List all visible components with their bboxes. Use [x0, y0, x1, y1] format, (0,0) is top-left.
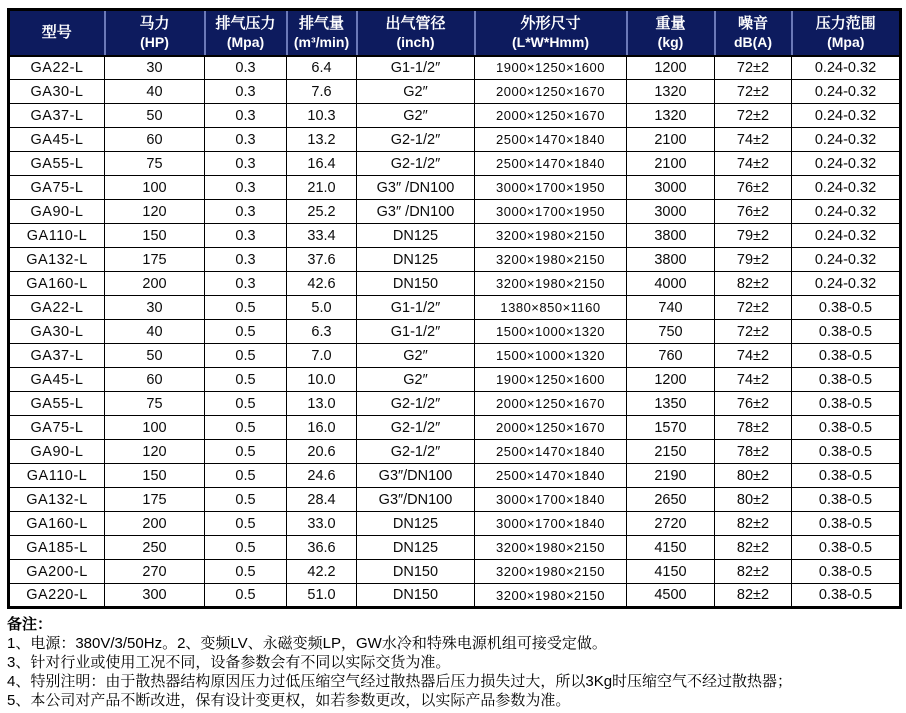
header-row — [9, 10, 901, 56]
table-cell: 42.6 — [287, 272, 357, 296]
table-cell: GA132-L — [9, 488, 105, 512]
table-row — [9, 560, 901, 584]
table-row — [9, 104, 901, 128]
table-cell: 0.5 — [205, 344, 287, 368]
table-cell: 2000×1250×1670 — [475, 104, 627, 128]
table-cell: 0.24-0.32 — [792, 200, 901, 224]
table-row — [9, 488, 901, 512]
table-cell: 0.38-0.5 — [792, 392, 901, 416]
table-cell: 1320 — [627, 80, 715, 104]
table-cell: 3200×1980×2150 — [475, 560, 627, 584]
table-cell: 0.5 — [205, 320, 287, 344]
table-cell: DN125 — [357, 248, 475, 272]
table-cell: 2000×1250×1670 — [475, 80, 627, 104]
table-cell: GA160-L — [9, 512, 105, 536]
table-cell: 0.5 — [205, 296, 287, 320]
table-cell: 0.24-0.32 — [792, 248, 901, 272]
table-cell: 24.6 — [287, 464, 357, 488]
table-cell: 0.38-0.5 — [792, 560, 901, 584]
table-row — [9, 536, 901, 560]
table-cell: 100 — [105, 416, 205, 440]
table-cell: DN150 — [357, 272, 475, 296]
table-cell: 3000×1700×1840 — [475, 488, 627, 512]
table-cell: GA110-L — [9, 224, 105, 248]
table-cell: 0.5 — [205, 416, 287, 440]
table-cell: 1200 — [627, 56, 715, 80]
table-cell: 20.6 — [287, 440, 357, 464]
table-cell: 75 — [105, 392, 205, 416]
table-cell: G1-1/2″ — [357, 56, 475, 80]
table-row — [9, 368, 901, 392]
table-cell: 2500×1470×1840 — [475, 152, 627, 176]
table-cell: 0.5 — [205, 464, 287, 488]
column-header-line1: 重量 — [655, 14, 686, 32]
table-row — [9, 392, 901, 416]
table-cell: 2500×1470×1840 — [475, 440, 627, 464]
table-cell: 40 — [105, 80, 205, 104]
table-cell: 175 — [105, 488, 205, 512]
table-cell: 82±2 — [715, 512, 792, 536]
table-cell: 2720 — [627, 512, 715, 536]
table-cell: 1380×850×1160 — [475, 296, 627, 320]
table-cell: 1200 — [627, 368, 715, 392]
table-cell: G1-1/2″ — [357, 320, 475, 344]
column-header-4 — [357, 10, 475, 56]
table-cell: G3″ /DN100 — [357, 176, 475, 200]
table-cell: DN150 — [357, 584, 475, 608]
table-cell: 2150 — [627, 440, 715, 464]
column-header-line2: (Mpa) — [827, 34, 865, 51]
table-cell: G1-1/2″ — [357, 296, 475, 320]
table-cell: 10.3 — [287, 104, 357, 128]
table-cell: 33.4 — [287, 224, 357, 248]
table-cell: 76±2 — [715, 200, 792, 224]
table-cell: 250 — [105, 536, 205, 560]
table-cell: 72±2 — [715, 56, 792, 80]
column-header-8 — [792, 10, 901, 56]
notes-title: 备注： — [7, 616, 53, 633]
table-cell: 120 — [105, 440, 205, 464]
table-cell: 0.5 — [205, 488, 287, 512]
column-header-line1: 出气管径 — [385, 14, 446, 32]
table-row — [9, 416, 901, 440]
table-cell: 21.0 — [287, 176, 357, 200]
table-cell: 3200×1980×2150 — [475, 272, 627, 296]
table-cell: 82±2 — [715, 536, 792, 560]
table-cell: 79±2 — [715, 248, 792, 272]
notes-section — [7, 615, 899, 710]
table-cell: DN150 — [357, 560, 475, 584]
table-cell: 0.24-0.32 — [792, 272, 901, 296]
table-cell: 100 — [105, 176, 205, 200]
table-cell: 120 — [105, 200, 205, 224]
table-cell: GA75-L — [9, 176, 105, 200]
table-cell: 3200×1980×2150 — [475, 248, 627, 272]
note-item: 3、针对行业或使用工况不同，设备参数会有不同以实际交货为准。 — [7, 654, 451, 671]
table-cell: 0.3 — [205, 224, 287, 248]
table-cell: 60 — [105, 128, 205, 152]
table-cell: 0.38-0.5 — [792, 416, 901, 440]
table-row — [9, 56, 901, 80]
table-cell: 2190 — [627, 464, 715, 488]
notes-list — [7, 634, 899, 710]
table-row — [9, 296, 901, 320]
table-cell: 0.24-0.32 — [792, 128, 901, 152]
table-cell: 270 — [105, 560, 205, 584]
table-cell: 0.24-0.32 — [792, 152, 901, 176]
table-cell: G2″ — [357, 80, 475, 104]
table-cell: 16.4 — [287, 152, 357, 176]
table-cell: GA220-L — [9, 584, 105, 608]
table-cell: 0.38-0.5 — [792, 464, 901, 488]
table-cell: GA30-L — [9, 320, 105, 344]
column-header-7 — [715, 10, 792, 56]
table-cell: GA55-L — [9, 152, 105, 176]
table-cell: G3″ /DN100 — [357, 200, 475, 224]
table-cell: GA75-L — [9, 416, 105, 440]
table-cell: G2-1/2″ — [357, 440, 475, 464]
table-cell: GA200-L — [9, 560, 105, 584]
table-cell: GA132-L — [9, 248, 105, 272]
table-cell: 0.3 — [205, 128, 287, 152]
table-cell: 3000×1700×1950 — [475, 200, 627, 224]
column-header-6 — [627, 10, 715, 56]
table-cell: GA110-L — [9, 464, 105, 488]
table-cell: 0.38-0.5 — [792, 368, 901, 392]
table-cell: 74±2 — [715, 152, 792, 176]
table-row — [9, 128, 901, 152]
table-cell: G2″ — [357, 104, 475, 128]
table-cell: 0.3 — [205, 176, 287, 200]
column-header-line2: (inch) — [396, 34, 435, 51]
table-cell: GA37-L — [9, 344, 105, 368]
table-cell: 0.24-0.32 — [792, 176, 901, 200]
table-cell: 175 — [105, 248, 205, 272]
table-cell: 200 — [105, 272, 205, 296]
table-cell: 0.5 — [205, 368, 287, 392]
table-cell: 0.3 — [205, 152, 287, 176]
table-cell: 1900×1250×1600 — [475, 368, 627, 392]
table-cell: 82±2 — [715, 272, 792, 296]
table-cell: 6.4 — [287, 56, 357, 80]
table-row — [9, 176, 901, 200]
table-row — [9, 584, 901, 608]
table-cell: 78±2 — [715, 416, 792, 440]
table-cell: 25.2 — [287, 200, 357, 224]
table-cell: 50 — [105, 344, 205, 368]
table-cell: 76±2 — [715, 176, 792, 200]
table-row — [9, 464, 901, 488]
table-row — [9, 224, 901, 248]
table-cell: 82±2 — [715, 584, 792, 608]
table-cell: GA22-L — [9, 296, 105, 320]
table-cell: 2000×1250×1670 — [475, 416, 627, 440]
table-cell: G3″/DN100 — [357, 464, 475, 488]
table-cell: 72±2 — [715, 80, 792, 104]
table-row — [9, 512, 901, 536]
table-cell: 3000 — [627, 200, 715, 224]
table-cell: 80±2 — [715, 488, 792, 512]
table-cell: 36.6 — [287, 536, 357, 560]
table-cell: 2500×1470×1840 — [475, 464, 627, 488]
table-cell: 0.5 — [205, 536, 287, 560]
table-cell: 0.3 — [205, 104, 287, 128]
column-header-line1: 排气压力 — [215, 14, 276, 32]
note-item: 5、本公司对产品不断改进，保有设计变更权，如若参数更改，以实际产品参数为准。 — [7, 692, 571, 709]
table-cell: 1500×1000×1320 — [475, 344, 627, 368]
table-cell: 3800 — [627, 248, 715, 272]
table-cell: 0.5 — [205, 584, 287, 608]
table-cell: 1570 — [627, 416, 715, 440]
column-header-line1: 噪音 — [737, 14, 768, 32]
note-item: 4、特别注明：由于散热器结构原因压力过低压缩空气经过散热器后压力损失过大，所以3Kg时压缩空气不经过散热器； — [7, 673, 793, 690]
table-cell: 1500×1000×1320 — [475, 320, 627, 344]
table-cell: 10.0 — [287, 368, 357, 392]
table-row — [9, 152, 901, 176]
table-cell: G2-1/2″ — [357, 128, 475, 152]
table-cell: 79±2 — [715, 224, 792, 248]
table-cell: 0.3 — [205, 200, 287, 224]
table-cell: GA55-L — [9, 392, 105, 416]
table-cell: 0.38-0.5 — [792, 512, 901, 536]
table-cell: 72±2 — [715, 296, 792, 320]
column-header-1 — [105, 10, 205, 56]
column-header-5 — [475, 10, 627, 56]
table-cell: 74±2 — [715, 344, 792, 368]
table-row — [9, 320, 901, 344]
table-cell: 3000×1700×1950 — [475, 176, 627, 200]
column-header-3 — [287, 10, 357, 56]
table-cell: 150 — [105, 464, 205, 488]
table-cell: 2650 — [627, 488, 715, 512]
table-cell: 200 — [105, 512, 205, 536]
table-cell: 2100 — [627, 152, 715, 176]
table-cell: 0.3 — [205, 248, 287, 272]
table-cell: 0.38-0.5 — [792, 440, 901, 464]
column-header-line1: 压力范围 — [815, 14, 876, 32]
table-cell: 0.24-0.32 — [792, 80, 901, 104]
table-cell: 76±2 — [715, 392, 792, 416]
table-cell: 42.2 — [287, 560, 357, 584]
column-header-line2: (m³/min) — [293, 34, 350, 51]
column-header-0 — [9, 10, 105, 56]
table-row — [9, 344, 901, 368]
table-cell: 60 — [105, 368, 205, 392]
table-cell: 0.24-0.32 — [792, 104, 901, 128]
column-header-line1: 排气量 — [298, 14, 344, 32]
table-cell: 13.2 — [287, 128, 357, 152]
column-header-2 — [205, 10, 287, 56]
table-cell: G3″/DN100 — [357, 488, 475, 512]
table-cell: 2100 — [627, 128, 715, 152]
table-cell: 0.3 — [205, 80, 287, 104]
table-cell: 760 — [627, 344, 715, 368]
table-cell: 30 — [105, 56, 205, 80]
table-cell: G2″ — [357, 344, 475, 368]
table-cell: 1900×1250×1600 — [475, 56, 627, 80]
table-cell: GA37-L — [9, 104, 105, 128]
table-cell: 3000×1700×1840 — [475, 512, 627, 536]
table-cell: DN125 — [357, 224, 475, 248]
table-row — [9, 272, 901, 296]
column-header-line1: 型号 — [41, 24, 72, 41]
table-cell: 3800 — [627, 224, 715, 248]
table-cell: 7.6 — [287, 80, 357, 104]
table-cell: 2500×1470×1840 — [475, 128, 627, 152]
table-cell: 0.38-0.5 — [792, 488, 901, 512]
table-cell: G2-1/2″ — [357, 152, 475, 176]
table-cell: GA160-L — [9, 272, 105, 296]
table-cell: 4150 — [627, 560, 715, 584]
table-cell: 750 — [627, 320, 715, 344]
table-cell: 1320 — [627, 104, 715, 128]
table-cell: GA22-L — [9, 56, 105, 80]
table-cell: 0.5 — [205, 392, 287, 416]
table-cell: 0.38-0.5 — [792, 584, 901, 608]
table-cell: GA185-L — [9, 536, 105, 560]
table-row — [9, 80, 901, 104]
table-cell: 40 — [105, 320, 205, 344]
table-cell: 2000×1250×1670 — [475, 392, 627, 416]
table-body — [9, 56, 901, 608]
table-cell: 0.24-0.32 — [792, 224, 901, 248]
table-cell: 72±2 — [715, 320, 792, 344]
table-cell: 0.38-0.5 — [792, 536, 901, 560]
table-cell: 75 — [105, 152, 205, 176]
table-cell: G2″ — [357, 368, 475, 392]
column-header-line2: (HP) — [140, 34, 169, 51]
table-cell: 82±2 — [715, 560, 792, 584]
table-row — [9, 440, 901, 464]
table-cell: G2-1/2″ — [357, 392, 475, 416]
column-header-line2: dB(A) — [733, 34, 773, 51]
table-cell: 37.6 — [287, 248, 357, 272]
table-cell: 74±2 — [715, 368, 792, 392]
table-cell: 0.3 — [205, 272, 287, 296]
table-cell: 74±2 — [715, 128, 792, 152]
note-item: 1、电源：380V/3/50Hz。2、变频LV、永磁变频LP，GW水冷和特殊电源机组可接受定做。 — [7, 635, 607, 652]
table-cell: DN125 — [357, 512, 475, 536]
column-header-line2: (Mpa) — [226, 34, 265, 51]
table-cell: 300 — [105, 584, 205, 608]
column-header-line1: 马力 — [139, 14, 170, 32]
table-cell: 33.0 — [287, 512, 357, 536]
table-cell: G2-1/2″ — [357, 416, 475, 440]
table-cell: 1350 — [627, 392, 715, 416]
table-cell: GA45-L — [9, 368, 105, 392]
table-row — [9, 248, 901, 272]
table-cell: 0.24-0.32 — [792, 56, 901, 80]
table-cell: GA30-L — [9, 80, 105, 104]
table-cell: GA90-L — [9, 200, 105, 224]
table-cell: 0.38-0.5 — [792, 344, 901, 368]
spec-table — [7, 8, 902, 609]
table-cell: 72±2 — [715, 104, 792, 128]
table-cell: 50 — [105, 104, 205, 128]
table-cell: 150 — [105, 224, 205, 248]
table-cell: 51.0 — [287, 584, 357, 608]
column-header-line1: 外形尺寸 — [520, 14, 581, 32]
table-cell: 78±2 — [715, 440, 792, 464]
table-cell: 3200×1980×2150 — [475, 584, 627, 608]
table-cell: 0.38-0.5 — [792, 296, 901, 320]
table-cell: 13.0 — [287, 392, 357, 416]
table-cell: 7.0 — [287, 344, 357, 368]
table-cell: 3200×1980×2150 — [475, 536, 627, 560]
table-cell: GA45-L — [9, 128, 105, 152]
table-cell: 0.5 — [205, 440, 287, 464]
table-cell: 30 — [105, 296, 205, 320]
table-cell: 80±2 — [715, 464, 792, 488]
table-cell: 4000 — [627, 272, 715, 296]
table-cell: DN125 — [357, 536, 475, 560]
table-row — [9, 200, 901, 224]
table-cell: 3000 — [627, 176, 715, 200]
table-cell: 16.0 — [287, 416, 357, 440]
column-header-line2: (L*W*Hmm) — [512, 34, 589, 51]
table-header — [9, 10, 901, 56]
column-header-line2: (kg) — [657, 34, 684, 51]
table-cell: 4150 — [627, 536, 715, 560]
table-cell: 28.4 — [287, 488, 357, 512]
table-cell: 4500 — [627, 584, 715, 608]
table-cell: 5.0 — [287, 296, 357, 320]
table-cell: 3200×1980×2150 — [475, 224, 627, 248]
table-cell: 0.5 — [205, 560, 287, 584]
table-cell: 740 — [627, 296, 715, 320]
table-cell: 0.5 — [205, 512, 287, 536]
table-cell: 0.3 — [205, 56, 287, 80]
table-cell: GA90-L — [9, 440, 105, 464]
table-cell: 6.3 — [287, 320, 357, 344]
table-cell: 0.38-0.5 — [792, 320, 901, 344]
